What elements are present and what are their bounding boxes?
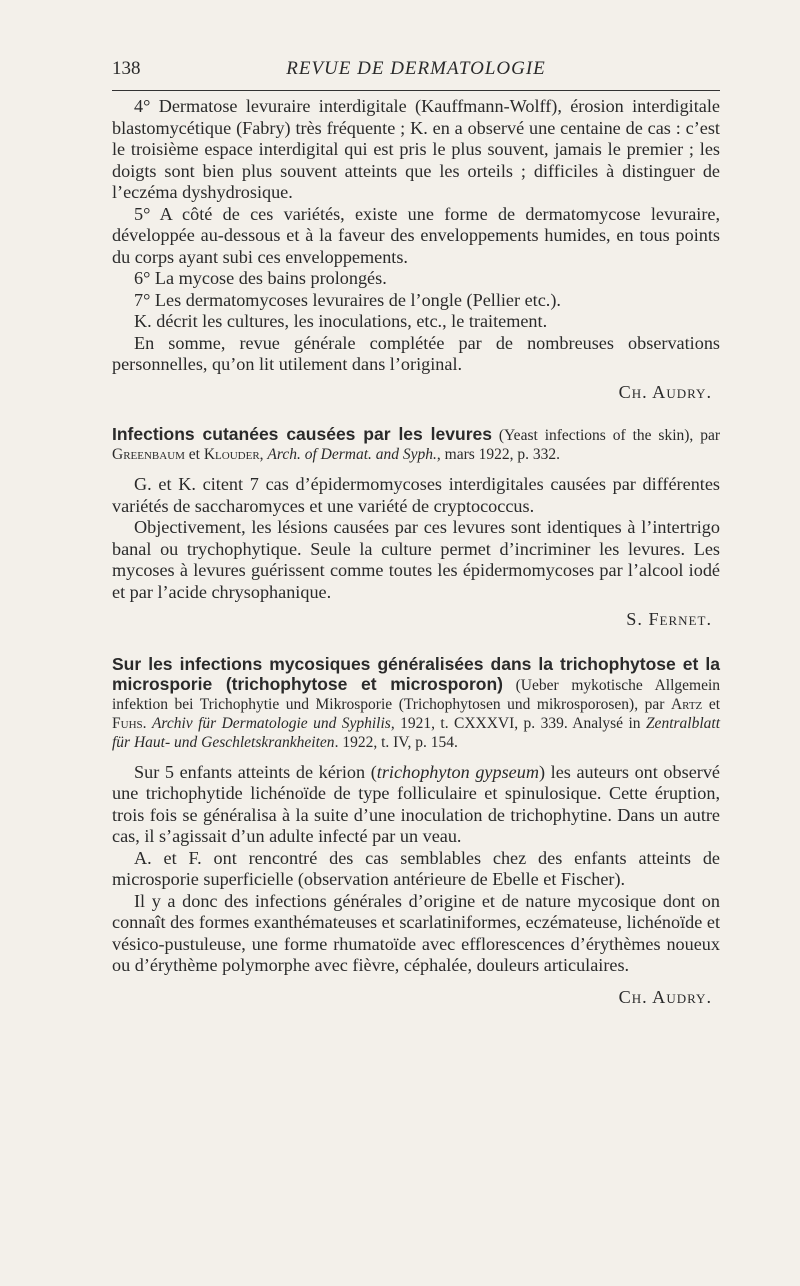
signature: Ch. Audry. [618,986,712,1007]
reference-text: . [142,714,152,732]
species-name: trichophyton gypseum [376,761,539,782]
paragraph: 7° Les dermatomycoses levuraires de l’ongle (Pellier etc.). [134,289,561,310]
article-heading-block [112,655,720,752]
paragraph: 6° La mycose des bains prolongés. [134,268,387,288]
article-title: Sur les infections mycosiques généralisées dans la trichophytose et la microsporie (trichophytose et microsporon) [112,653,720,694]
running-header [112,56,720,91]
reference-text: et [702,695,721,713]
paragraph: K. décrit les cultures, les inoculations, etc., le traitement. [134,311,548,331]
reference-text: , [259,446,268,463]
author-name: Fuhs [112,714,143,732]
reference-text: et [184,446,204,463]
paragraph: G. et K. citent 7 cas d’épidermomycoses interdigitales causées par différentes variétés de saccharomyces et une variété de cryptococcus. [112,474,720,516]
reference-text: , 1921, t. CXXXVI, p. 339. Analysé in [390,714,646,732]
page-body [112,96,720,1008]
author-name: Greenbaum [112,446,185,463]
author-name: Klouder [203,446,260,463]
reference-text: (Ueber mykotische Allgemein infektion bei Trichophytie und Mikrosporie (Trichophytosen und mikrosporosen), par [112,676,721,713]
paragraph: Objectivement, les lésions causées par ces levures sont identiques à l’intertrigo banal ou trychophytique. Seule la culture permet d’incriminer les levures. Les mycoses à levures guérissent comme toutes les épidermomycoses par l’alcool iodé et par l’acide chrysophanique. [112,517,720,602]
paragraph-text: Sur 5 enfants atteints de kérion ( [134,761,377,782]
journal-name: Arch. of Dermat. and Syph. [267,446,437,463]
paragraph: Il y a donc des infections générales d’origine et de nature mycosique dont on connaît des formes exanthémateuses et scarlatiniformes, eczémateuse, lichénoïde et vésico-pustuleuse, une forme rhumatoïde avec efflorescences d’érythèmes noueux ou d’érythème polymorphe avec fièvre, céphalée, douleurs articulaires. [112,890,721,975]
paragraph [112,762,720,848]
signature: S. Fernet. [626,609,712,629]
signature: Ch. Audry. [618,381,712,402]
paragraph: 5° A côté de ces variétés, existe une forme de dermatomycose levuraire, développée au-dessous et à la faveur des enveloppements humides, en tous points du corps ayant subi ces enveloppements. [112,203,720,267]
page-number: 138 [112,58,141,79]
paragraph: 4° Dermatose levuraire interdigitale (Kauffmann-Wolff), érosion interdigitale blastomycétique (Fabry) très fréquente ; K. en a observé une centaine de cas : c’est le troisième espace interdigital qui est pris le plus souvent, jamais le premier ; les doigts sont bien plus souvent atteints que les orteils ; difficiles à distinguer de l’eczéma dyshydrosique. [112,96,720,202]
paragraph-text: ) les auteurs ont observé une trichophytide lichénoïde de type folliculaire et spinulosique. Cette éruption, trois fois se généralisa à la suite d’une inoculation de trichophytine. Dans un autre cas, il s’agissait d’un adulte infecté par un veau. [112,761,720,846]
article-heading-block [112,425,720,464]
reference-text: (Yeast infections of the skin), par [491,427,720,444]
running-title: REVUE DE DERMATOLOGIE [286,58,546,79]
author-name: Artz [670,695,703,713]
journal-name: Archiv für Dermatologie und Syphilis [151,714,391,732]
reference-text: , mars 1922, p. 332. [436,446,561,463]
reference-text: . 1922, t. IV, p. 154. [334,733,458,751]
paragraph: En somme, revue générale complétée par de nombreuses observations personnelles, qu’on lit utilement dans l’original. [112,332,720,374]
article-title: Infections cutanées causées par les levures [112,424,492,444]
paragraph: A. et F. ont rencontré des cas semblables chez des enfants atteints de microsporie superficielle (observation antérieure de Ebelle et Fischer). [112,847,720,889]
journal-name: Zentralblatt für Haut- und Geschletskrankheiten [112,714,721,751]
